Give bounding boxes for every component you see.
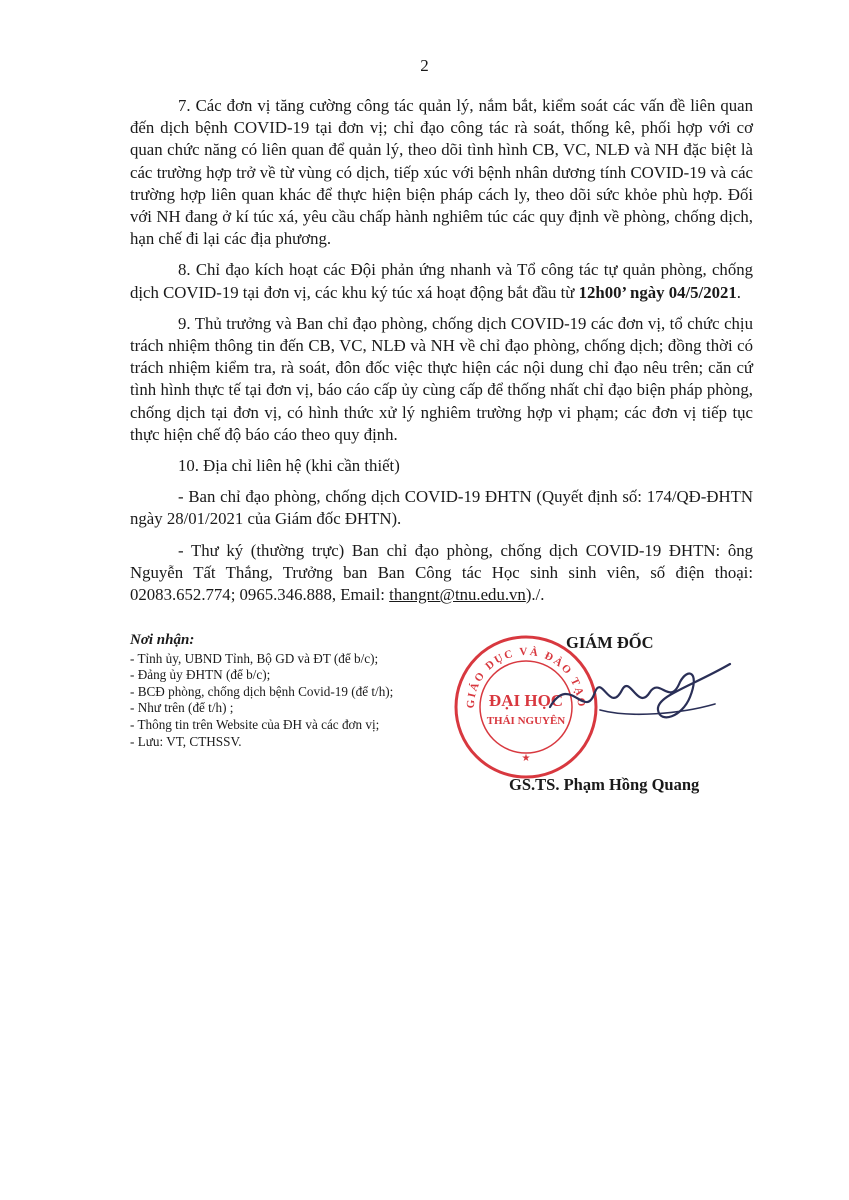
recipient-item: - Đảng ủy ĐHTN (để b/c);	[130, 667, 271, 683]
recipient-item: - Thông tin trên Website của ĐH và các đơn vị;	[130, 716, 380, 732]
svg-text:ĐẠI HỌC: ĐẠI HỌC	[488, 691, 564, 710]
recipient-item: - BCĐ phòng, chống dịch bệnh Covid-19 (để t/h);	[130, 683, 394, 699]
recipients-block	[130, 632, 393, 750]
email-link[interactable]: thangnt@tnu.edu.vn	[389, 585, 526, 605]
recipient-item: - Lưu: VT, CTHSSV.	[130, 733, 242, 749]
page-number: 2	[420, 56, 429, 75]
paragraph-10b-tail: )./.	[525, 585, 545, 605]
recipient-item: - Tỉnh ủy, UBND Tỉnh, Bộ GD và ĐT (để b/c);	[130, 650, 379, 666]
recipient-item: - Như trên (để t/h) ;	[130, 700, 234, 716]
signer-title: GIÁM ĐỐC	[566, 633, 654, 652]
paragraph-10b	[130, 540, 753, 607]
paragraph-10-text: 10. Địa chỉ liên hệ (khi cần thiết)	[178, 456, 400, 476]
paragraph-9	[130, 313, 753, 446]
svg-text:THÁI NGUYÊN: THÁI NGUYÊN	[486, 715, 566, 727]
paragraph-7	[130, 95, 753, 250]
handwritten-signature-icon	[540, 652, 740, 732]
svg-text:GIÁO DỤC VÀ ĐÀO TẠO: GIÁO DỤC VÀ ĐÀO TẠO	[464, 645, 588, 709]
paragraph-10a-text: - Ban chỉ đạo phòng, chống dịch COVID-19 ĐHTN (Quyết định số: 174/QĐ-ĐHTN ngày 28/01/2021 của Giám đốc ĐHTN).	[130, 487, 753, 529]
paragraph-8-text: 8. Chỉ đạo kích hoạt các Đội phản ứng nhanh và Tổ công tác tự quản phòng, chống dịch COVID-19 tại đơn vị, các khu ký túc xá hoạt động bắt đầu từ	[130, 260, 753, 302]
paragraph-10a	[130, 486, 753, 530]
paragraph-10b-text: - Thư ký (thường trực) Ban chỉ đạo phòng, chống dịch COVID-19 ĐHTN: ông Nguyễn Tất Thắng, Trưởng ban Ban Công tác Học sinh sinh viên, số điện thoại: 02083.652.774; 0965.346.888, Email:	[130, 540, 753, 605]
paragraph-7-text: 7. Các đơn vị tăng cường công tác quản lý, nắm bắt, kiểm soát các vấn đề liên quan đến dịch bệnh COVID-19 tại đơn vị; chỉ đạo công tác rà soát, thống kê, phối hợp với cơ quan chức năng có liên quan để quản lý, theo dõi tình hình CB, VC, NLĐ và NH đặc biệt là các trường hợp trở về từ vùng có dịch, tiếp xúc với bệnh nhân dương tính COVID-19 và các trường hợp liên quan khác để thực hiện biện pháp cách ly, theo dõi sức khỏe phù hợp. Đối với NH đang ở kí túc xá, yêu cầu chấp hành nghiêm túc các quy định về phòng, chống dịch, hạn chế đi lại các địa phương.	[130, 96, 753, 249]
svg-text:★: ★	[521, 753, 531, 764]
paragraph-10	[130, 455, 753, 477]
paragraph-8-tail: .	[736, 282, 741, 302]
paragraph-8	[130, 259, 753, 303]
paragraph-8-time: 12h00’ ngày 04/5/2021	[578, 282, 737, 302]
recipients-title: Nơi nhận:	[130, 632, 195, 648]
signer-name: GS.TS. Phạm Hồng Quang	[509, 775, 700, 794]
paragraph-9-text: 9. Thủ trưởng và Ban chỉ đạo phòng, chống dịch COVID-19 các đơn vị, tổ chức chịu trách nhiệm thông tin đến CB, VC, NLĐ và NH về chỉ đạo phòng, chống dịch; đồng thời có trách nhiệm kiểm tra, rà soát, đôn đốc việc thực hiện các nội dung chỉ đạo nêu trên; căn cứ tình hình thực tế tại đơn vị, báo cáo cấp ủy cùng cấp để thống nhất chỉ đạo biện pháp phòng, chống dịch tại đơn vị, có hình thức xử lý nghiêm trường hợp vi phạm; các đơn vị tiếp tục thực hiện chế độ báo cáo theo quy định.	[130, 313, 753, 444]
document-body	[130, 95, 753, 615]
